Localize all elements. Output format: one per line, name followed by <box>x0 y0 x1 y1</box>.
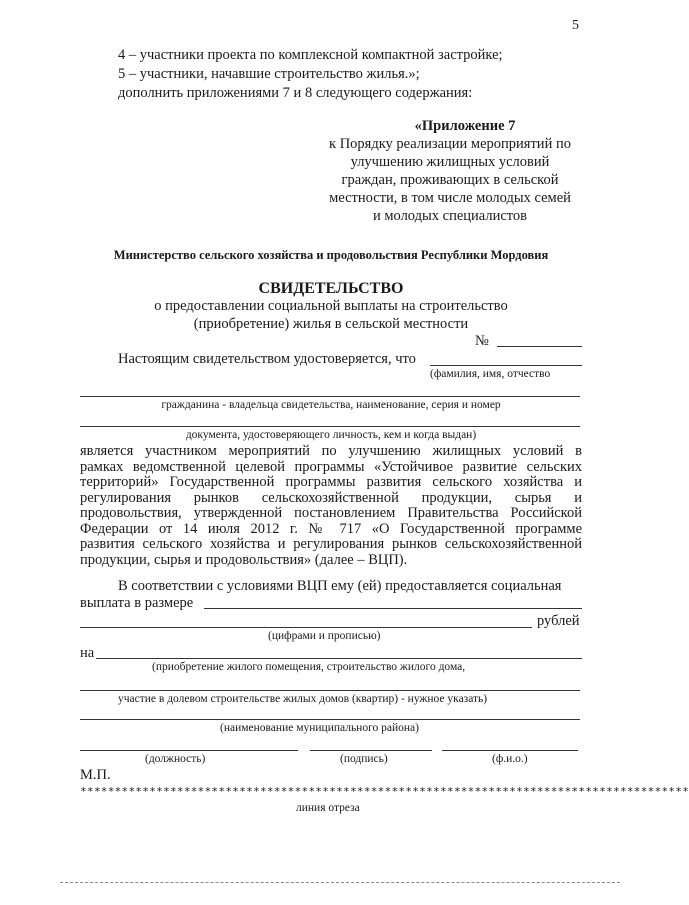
cut-stars: **************************************************************************************** <box>80 785 689 798</box>
appendix-line: улучшению жилищных условий <box>350 154 550 170</box>
amount-field-1[interactable] <box>204 608 582 609</box>
caption-amount: (цифрами и прописью) <box>268 630 381 642</box>
appendix-line: к Порядку реализации мероприятий по <box>329 136 571 152</box>
certificate-subtitle-1: о предоставлении социальной выплаты на строительство <box>154 298 508 314</box>
ministry-name: Министерство сельского хозяйства и продовольствия Республики Мордовия <box>113 248 549 262</box>
payment-line-1: В соответствии с условиями ВЦП ему (ей) предоставляется социальная <box>118 578 562 594</box>
intro-line-3: дополнить приложениями 7 и 8 следующего содержания: <box>118 85 473 101</box>
name-field[interactable] <box>442 750 578 751</box>
municipal-field[interactable] <box>80 719 580 720</box>
appendix-title: «Приложение 7 <box>414 118 516 134</box>
body-line: является участником мероприятий по улучшению жилищных условий в <box>80 443 582 459</box>
caption-purpose-2: участие в долевом строительстве жилых домов (квартир) - нужное указать) <box>118 693 488 705</box>
caption-citizen: гражданина - владельца свидетельства, наименование, серия и номер <box>161 399 501 411</box>
caption-purpose-1: (приобретение жилого помещения, строительство жилого дома, <box>152 661 466 673</box>
body-line: Федерации от 14 июля 2012 г. № 717 «О Государственной программе <box>80 520 582 537</box>
certificate-title: СВИДЕТЕЛЬСТВО <box>258 280 404 297</box>
stamp-label: М.П. <box>80 767 111 783</box>
appendix-line: местности, в том числе молодых семей <box>329 190 571 206</box>
intro-line-1: 4 – участники проекта по комплексной компактной застройке; <box>118 47 503 63</box>
body-line: рамках ведомственной целевой программы «Устойчивое развитие сельских <box>80 458 582 475</box>
signature-field[interactable] <box>310 750 432 751</box>
intro-line-2: 5 – участники, начавшие строительство жилья.»; <box>118 66 420 82</box>
page-number: 5 <box>572 18 579 33</box>
appendix-line: и молодых специалистов <box>372 208 528 224</box>
caption-signature: (подпись) <box>340 753 388 765</box>
body-line: регулирования рынков сельскохозяйственной продукции, сырья и <box>80 489 582 506</box>
appendix-line: граждан, проживающих в сельской <box>341 172 559 188</box>
caption-name: (ф.и.о.) <box>492 753 528 765</box>
payment-line-2: выплата в размере <box>80 595 194 611</box>
caption-position: (должность) <box>145 753 206 765</box>
fio-field[interactable] <box>430 365 582 366</box>
rubles-label: рублей <box>537 613 580 629</box>
purpose-field-1[interactable] <box>96 658 582 659</box>
position-field[interactable] <box>80 750 298 751</box>
cut-line-label: линия отреза <box>296 802 360 814</box>
document-field[interactable] <box>80 426 580 427</box>
on-label: на <box>80 645 95 661</box>
certificate-body <box>80 444 582 568</box>
caption-fio: (фамилия, имя, отчество <box>430 368 551 380</box>
appendix-block <box>318 117 582 225</box>
body-line: территорий» Государственной программы развития сельского хозяйства и <box>80 474 582 490</box>
certify-text: Настоящим свидетельством удостоверяется, что <box>118 351 416 367</box>
body-line: продовольствия, утвержденной постановлением Правительства Российской <box>80 505 582 521</box>
caption-document: документа, удостоверяющего личность, кем и когда выдан) <box>185 429 477 441</box>
body-line: развития сельского хозяйства и регулирования рынков сельскохозяйственной <box>80 536 582 552</box>
body-line: продукции, сырья и продовольствия» (далее – ВЦП). <box>80 551 408 568</box>
citizen-field[interactable] <box>80 396 580 397</box>
caption-municipal: (наименование муниципального района) <box>220 722 419 734</box>
purpose-field-2[interactable] <box>80 690 580 691</box>
number-field[interactable] <box>497 346 582 347</box>
certificate-subtitle-2: (приобретение) жилья в сельской местности <box>193 316 469 332</box>
amount-field-2[interactable] <box>80 627 532 628</box>
scan-edge-line <box>60 882 620 883</box>
number-label: № <box>475 333 489 349</box>
